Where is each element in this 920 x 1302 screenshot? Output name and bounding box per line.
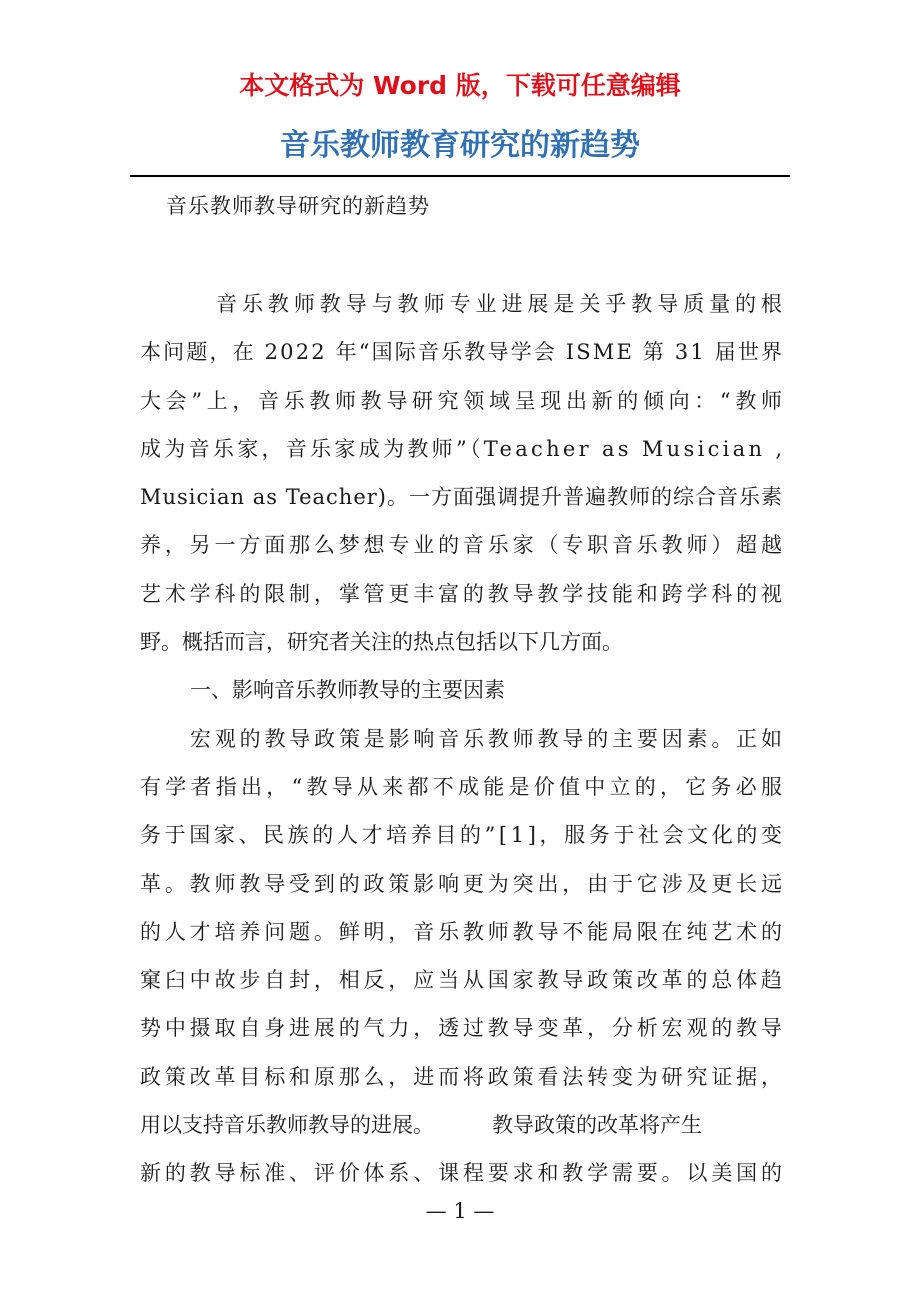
- paragraph-line: [140, 811, 786, 859]
- paragraph-line: [140, 377, 787, 425]
- paragraph-line: [140, 1101, 782, 1149]
- page-number: — 1 —: [425, 1199, 495, 1223]
- line-text: 野。概括而言，研究者关注的热点包括以下几方面。: [140, 630, 623, 655]
- paragraph-line: [140, 908, 786, 956]
- paragraph-line: [140, 618, 782, 666]
- paragraph-gap: [434, 1101, 492, 1149]
- line-text: 势中摄取自身进展的气力，透过教导变革，分析宏观的教导: [140, 1016, 786, 1041]
- line-text: 务于国家、民族的人才培养目的”[1]，服务于社会文化的变: [140, 823, 786, 848]
- line-text: 窠臼中故步自封，相反，应当从国家教导政策改革的总体趋: [140, 968, 786, 993]
- paragraph-line: [140, 715, 786, 763]
- line-text: 革。教师教导受到的政策影响更为突出，由于它涉及更长远: [140, 871, 786, 896]
- line-text: 本问题，在 2022 年“国际音乐教导学会 ISME 第 31 届世界: [140, 340, 785, 365]
- title-divider: [130, 175, 790, 177]
- paragraph-line: [140, 425, 786, 473]
- paragraph-line: [140, 280, 787, 328]
- paragraph-line: [140, 860, 786, 908]
- line-text: 音乐教师教导与教师专业进展是关乎教导质量的根: [216, 292, 787, 316]
- paragraph-line: [140, 956, 786, 1004]
- line-text: 有学者指出，“教导从来都不成能是价值中立的，它务必服: [140, 774, 787, 799]
- line-text: 养，另一方面那么梦想专业的音乐家（专职音乐教师）超越: [140, 533, 786, 558]
- paragraph-line: [140, 521, 786, 569]
- paragraph-line: [140, 763, 787, 811]
- line-text: 的人才培养问题。鲜明，音乐教师教导不能局限在纯艺术的: [140, 919, 786, 944]
- paragraph-line: [140, 473, 782, 521]
- document-title: 音乐教师教育研究的新趋势: [280, 128, 640, 163]
- heading-text: 一、影响音乐教师教导的主要因素: [190, 678, 505, 703]
- line-text: 成为音乐家，音乐家成为教师”（Teacher as Musician ,: [140, 436, 786, 461]
- line-text: 用以支持音乐教师教导的进展。: [140, 1113, 434, 1138]
- paragraph-line: [140, 328, 785, 376]
- line-text: 新的教导标准、评价体系、课程要求和教学需要。以美国的: [140, 1161, 786, 1186]
- line-text: 教导政策的改革将产生: [492, 1113, 702, 1138]
- line-text: 政策改革目标和原那么，进而将政策看法转变为研究证据，: [140, 1064, 786, 1089]
- paragraph-line: [140, 570, 786, 618]
- line-text: 宏观的教导政策是影响音乐教师教导的主要因素。正如: [190, 726, 786, 751]
- section-heading: [140, 666, 782, 714]
- line-text: 大会”上，音乐教师教导研究领域呈现出新的倾向：“教师: [140, 388, 787, 413]
- body-text: [140, 280, 787, 1198]
- paragraph-line: [140, 1004, 786, 1052]
- paragraph-line: [140, 1053, 786, 1101]
- line-text: Musician as Teacher)。一方面强调提升普遍教师的综合音乐素: [140, 485, 783, 510]
- format-notice-banner: 本文格式为 Word 版，下载可任意编辑: [239, 71, 681, 100]
- paragraph-line: [140, 1149, 786, 1197]
- line-text: 艺术学科的限制，掌管更丰富的教导教学技能和跨学科的视: [140, 581, 786, 606]
- document-subtitle: 音乐教师教导研究的新趋势: [166, 194, 430, 218]
